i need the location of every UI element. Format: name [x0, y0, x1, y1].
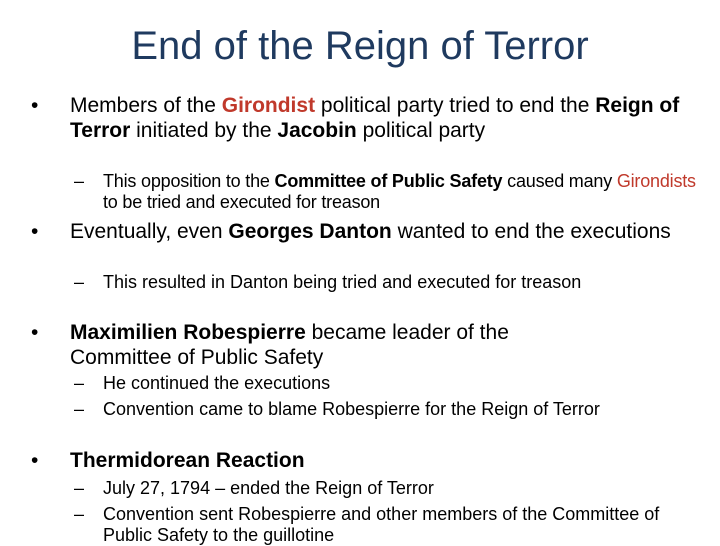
bullet-icon: •: [31, 220, 39, 243]
keyword-robespierre: Maximilien Robespierre: [70, 321, 306, 344]
keyword-danton: Georges Danton: [228, 220, 392, 243]
text-run: initiated by the: [130, 119, 278, 142]
bullet-icon: •: [31, 449, 39, 472]
dash-icon: –: [74, 399, 85, 419]
keyword-reign-of-terror: Reign of Terror: [70, 94, 680, 142]
bullet-icon: •: [31, 321, 39, 344]
text-run: Eventually, even: [70, 220, 229, 243]
dash-icon: –: [74, 373, 85, 393]
keyword-committee: Committee of Public Safety: [274, 171, 503, 191]
dash-icon: –: [74, 478, 85, 498]
bullet-text: [70, 448, 690, 473]
keyword-jacobin: Jacobin: [277, 119, 357, 142]
text-run: political party tried to end the: [315, 94, 596, 117]
keyword-thermidorean: Thermidorean Reaction: [70, 449, 305, 472]
bullet-text: [70, 93, 690, 143]
sub-bullet-text: He continued the executions: [103, 373, 331, 393]
text-run: political party: [356, 119, 486, 142]
sub-bullet-text: Convention came to blame Robespierre for the Reign of Terror: [103, 399, 600, 419]
slide-title: End of the Reign of Terror: [131, 24, 589, 68]
text-run: wanted to end the executions: [391, 220, 671, 243]
sub-bullet-text: [103, 171, 703, 213]
sub-bullet-text: Convention sent Robespierre and other members of the Committee of Public Safety to the guillotine: [103, 504, 660, 545]
bullet-text: [70, 219, 690, 244]
keyword-girondists: Girondists: [616, 171, 696, 191]
text-run: to be tried and executed for treason: [103, 192, 380, 212]
keyword-girondist: Girondist: [221, 94, 316, 117]
dash-icon: –: [74, 171, 85, 191]
dash-icon: –: [74, 272, 85, 292]
sub-bullet-text: This resulted in Danton being tried and executed for treason: [103, 272, 582, 292]
text-run: Members of the: [70, 94, 222, 117]
text-run: caused many: [502, 171, 617, 191]
text-run: This opposition to the: [103, 171, 275, 191]
bullet-icon: •: [31, 94, 39, 117]
sub-bullet-text: July 27, 1794 – ended the Reign of Terror: [103, 478, 434, 498]
dash-icon: –: [74, 504, 85, 524]
bullet-text: [70, 320, 610, 370]
text-run: became leader of the Committee of Public Safety: [70, 321, 509, 369]
